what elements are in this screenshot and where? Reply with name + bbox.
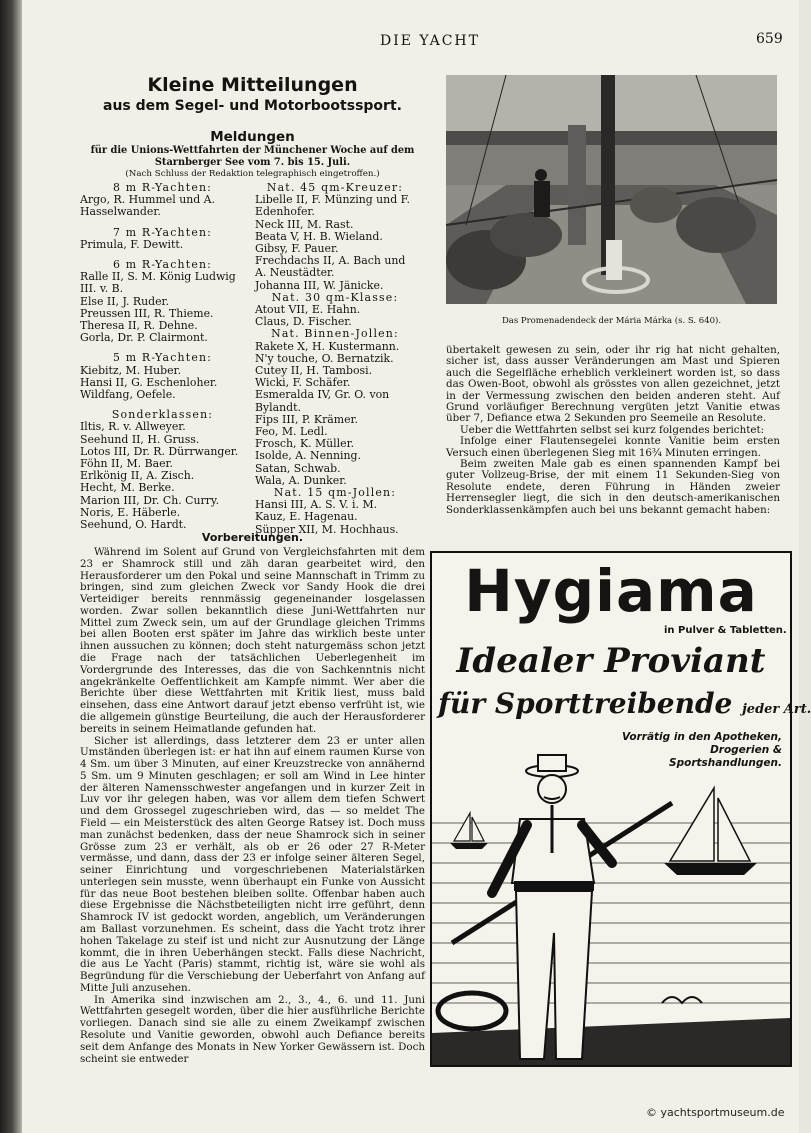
watermark: © yachtsportmuseum.de xyxy=(646,1106,785,1119)
entry: Fips III, P. Krämer. xyxy=(255,412,359,426)
photo-caption: Das Promenadendeck der Mária Márka (s. S. 640). xyxy=(501,316,722,326)
class-heading: Sonderklassen: xyxy=(111,408,214,422)
class-heading: 5 m R-Yachten: xyxy=(112,351,213,365)
entries-left-column xyxy=(80,182,245,531)
entry: N'y touche, O. Bernatzik. xyxy=(255,351,394,365)
entry: Süpper XII, M. Hochhaus. xyxy=(255,522,399,536)
class-heading: 7 m R-Yachten: xyxy=(112,225,213,239)
article-body xyxy=(80,547,425,1072)
paragraph: Infolge einer Flautensegelei konnte Vanitie beim ersten Versuch einen überlegenen Sieg mit 16¾ Minuten erringen. xyxy=(446,435,780,459)
entry: Preussen III, R. Thieme. xyxy=(80,306,214,320)
meldungen-subtitle: für die Unions-Wettfahrten der Münchener Woche auf dem Starnberger See vom 7. bis 15. Juli. xyxy=(90,145,415,168)
ad-slogan-line1: Idealer Proviant xyxy=(456,641,766,681)
class-heading: Nat. Binnen-Jollen: xyxy=(271,327,399,341)
page-number: 659 xyxy=(756,31,783,47)
entry: Rakete X, H. Kustermann. xyxy=(255,339,400,353)
entry: Wala, A. Dunker. xyxy=(255,473,347,487)
section-subtitle: aus dem Segel- und Motorbootssport. xyxy=(103,98,402,114)
entry: Neck III, M. Rast. xyxy=(255,217,354,231)
entry: Hecht, M. Berke. xyxy=(80,481,175,495)
hygiama-advertisement xyxy=(430,551,811,1067)
entry: Frechdachs II, A. Bach und A. Neustädter. xyxy=(255,254,406,280)
class-heading: Nat. 15 qm-Jollen: xyxy=(273,486,397,500)
promenade-deck-photo xyxy=(446,75,777,304)
paragraph: Während im Solent auf Grund von Vergleichsfahrten mit dem 23 er Shamrock still und zäh daran gearbeitet wird, den Herausforderer um den Pokal und seine Mannschaft in Trimm zu bringen, sind zum gleichen Zweck vor Sandy Hook die drei Verteidiger bereits rennmässig gegeneinander losgelassen worden. Zwar sollen bekanntlich diese Juni-Wettfahrten nur Mittel zum Zweck sein, um auf der Grundlage gleichen Trimms bei allen Booten erst später im Jahre das wirklich beste unter ihnen aussuchen zu können; doch steht naturgemäss schon jetzt die Frage nach der tatsächlichen Ueberlegenheit im Vordergrunde des Interesses, das die von Sachkenntnis nicht angekränkelte Oeffentlichkeit am Kampfe nimmt. Wer aber die Berichte über diese Wettfahrten mit Kritik liest, muss bald einsehen, dass eine Antwort darauf jetzt ebenso verfrüht ist, wie die allgemein günstige Beurteilung, die auch der Herausforderer bereits in seinem Heimatlande gefunden hat. xyxy=(80,546,425,735)
paragraph: In Amerika sind inzwischen am 2., 3., 4., 6. und 11. Juni Wettfahrten gesegelt worden, über die hier ausführliche Berichte vorliegen. Danach sind sie alle zu einem Zweikampf zwischen Resolute und Vanitie geworden, obwohl auch Defiance bereits seit dem Anfange des Monats in New Yorker Gewässern ist. Doch scheint sie entweder xyxy=(80,993,425,1065)
entry: Beata V, H. B. Wieland. xyxy=(255,229,383,243)
entry: Iltis, R. v. Allweyer. xyxy=(80,420,186,434)
paragraph: Ueber die Wettfahrten selbst sei kurz folgendes berichtet: xyxy=(460,423,765,436)
entry: Kauz, E. Hagenau. xyxy=(255,510,358,524)
entry: Johanna III, W. Jänicke. xyxy=(255,278,384,292)
class-heading: Nat. 30 qm-Klasse: xyxy=(271,290,399,304)
paragraph: Sicher ist allerdings, dass letzterer dem 23 er unter allen Umständen überlegen ist: er hat ihn auf einem raumen Kurse von 4 Sm. um über 3 Minuten, auf einer Kreuzstrecke von annähernd 5 Sm. um 9 Minuten geschlagen; er soll am Wind in Lee hinter der älteren Namensschwester angefangen und in kurzer Zeit in Luv vor ihr gelegen haben, was vor allem dem tiefen Schwert und dem Grossegel zugeschrieben wird, das — so meldet The Field — ein Meisterstück des alten George Ratsey ist. Doch muss man zunächst bedenken, dass der neue Shamrock sich in seiner Grösse zum 23 er verhält, als ob er 26 oder 27 R-Meter vermässe, und dann, dass der 23 er infolge seiner älteren Segel, seiner Einrichtung und vorgeschriebenen Materialstärken unterlegen sein musste, wenn überhaupt ein Funke von Aussicht für das neue Boot bestehen bleiben sollte. Offenbar haben auch diese Ergebnisse die Nächstbeteiligten nicht irre geführt, denn Shamrock IV ist gedockt worden, angeblich, um Veränderungen am Ballast vorzunehmen. Es scheint, dass die Yacht trotz ihrer hohen Takelage zu steif ist und nicht zur Ausnutzung der Länge kommt, die in ihren Ueberhängen steckt. Falls diese Nachricht, die aus Le Yacht (Paris) stammt, richtig ist, wäre sie wohl als Begründung für die Verschiebung der Ueberfahrt von Anfang auf Mitte Juli anzusehen. xyxy=(80,734,425,994)
ad-brand-name: Hygiama xyxy=(464,557,758,625)
entry: Hansi II, G. Eschenloher. xyxy=(80,375,218,389)
entry: Feo, M. Ledl. xyxy=(255,425,328,439)
entry: Erlkönig II, A. Zisch. xyxy=(80,469,195,483)
entry: Gorla, Dr. P. Clairmont. xyxy=(80,331,208,345)
entry: Claus, D. Fischer. xyxy=(255,315,352,329)
entry: Wicki, F. Schäfer. xyxy=(255,376,351,390)
entry: Gibsy, F. Pauer. xyxy=(255,242,339,256)
entry: Föhn II, M. Baer. xyxy=(80,457,174,471)
ad-slogan-line2 xyxy=(438,687,811,720)
entry: Theresa II, R. Dehne. xyxy=(80,319,198,333)
entry: Ralle II, S. M. König Ludwig III. v. B. xyxy=(80,270,236,296)
ad-slogan-tail: jeder Art. xyxy=(742,702,811,717)
entry: Seehund, O. Hardt. xyxy=(80,518,187,532)
entry: Primula, F. Dewitt. xyxy=(80,237,184,251)
meldungen-title: Meldungen xyxy=(210,129,295,145)
entry: Isolde, A. Nenning. xyxy=(255,449,361,463)
article-continuation xyxy=(446,345,780,545)
ad-sailor-illustration xyxy=(432,753,790,1065)
entry: Cutey II, H. Tambosi. xyxy=(255,364,373,378)
ad-slogan-main: für Sporttreibende xyxy=(438,687,733,720)
class-heading: 6 m R-Yachten: xyxy=(112,258,213,272)
paragraph: Beim zweiten Male gab es einen spannenden Kampf bei guter Vollzeug-Brise, der mit einem 11 Sekunden-Sieg von Resolute endete, deren Führung in Händen zweier Herrensegler liegt, die sich in den deutsch-amerikanischen Sonderklassenkämpfen auch bei uns bekannt gemacht haben: xyxy=(446,458,780,516)
section-title: Kleine Mitteilungen xyxy=(147,74,358,96)
article-heading: Vorbereitungen. xyxy=(201,531,304,544)
class-heading: 8 m R-Yachten: xyxy=(112,181,213,194)
entry: Wildfang, Oefele. xyxy=(80,388,176,402)
class-heading: Nat. 45 qm-Kreuzer: xyxy=(266,181,404,194)
ad-availability-line1: Vorrätig in den Apotheken, xyxy=(622,731,782,743)
running-title: DIE YACHT xyxy=(380,33,480,49)
entry: Seehund II, H. Gruss. xyxy=(80,432,200,446)
entry: Else II, J. Ruder. xyxy=(80,294,170,308)
entry: Satan, Schwab. xyxy=(255,461,341,475)
sailboat-right xyxy=(664,788,757,875)
ad-product-form: in Pulver & Tabletten. xyxy=(664,625,787,636)
entry: Libelle II, F. Münzing und F. Edenhofer. xyxy=(255,193,410,219)
meldungen-note: (Nach Schluss der Redaktion telegraphisch eingetroffen.) xyxy=(125,169,380,179)
deck-photo-illustration xyxy=(446,75,777,304)
page-binding-shadow xyxy=(0,0,22,1133)
entry: Kiebitz, M. Huber. xyxy=(80,363,182,377)
entry: Frosch, K. Müller. xyxy=(255,437,355,451)
entry: Marion III, Dr. Ch. Curry. xyxy=(80,493,220,507)
entry: Lotos III, Dr. R. Dürrwanger. xyxy=(80,444,239,458)
entry: Hansi III, A. S. V. i. M. xyxy=(255,498,378,512)
entry: Argo, R. Hummel und A. Hasselwander. xyxy=(80,193,215,219)
entries-right-column xyxy=(255,182,415,536)
paragraph: übertakelt gewesen zu sein, oder ihr rig hat nicht gehalten, sicher ist, dass ausser Veränderungen am Mast und Spieren auch die Segelfläche erheblich verkleinert worden ist, so dass das Owen-Boot, obwohl als grösstes von allen gezeichnet, jetzt in der Vermessung zwischen den beiden anderen steht. Auf Grund vorläufiger Berechnung vergüten jetzt Vanitie etwas über 7, Defiance etwa 2 Sekunden pro Seemeile an Resolute. xyxy=(446,344,780,425)
ad-availability-line2: Drogerien & Sportshandlungen. xyxy=(669,744,782,769)
entry: Noris, E. Häberle. xyxy=(80,505,181,519)
entry: Atout VII, E. Hahn. xyxy=(255,303,361,317)
sailboat-left xyxy=(450,813,488,849)
entry: Esmeralda IV, Gr. O. von Bylandt. xyxy=(255,388,390,414)
